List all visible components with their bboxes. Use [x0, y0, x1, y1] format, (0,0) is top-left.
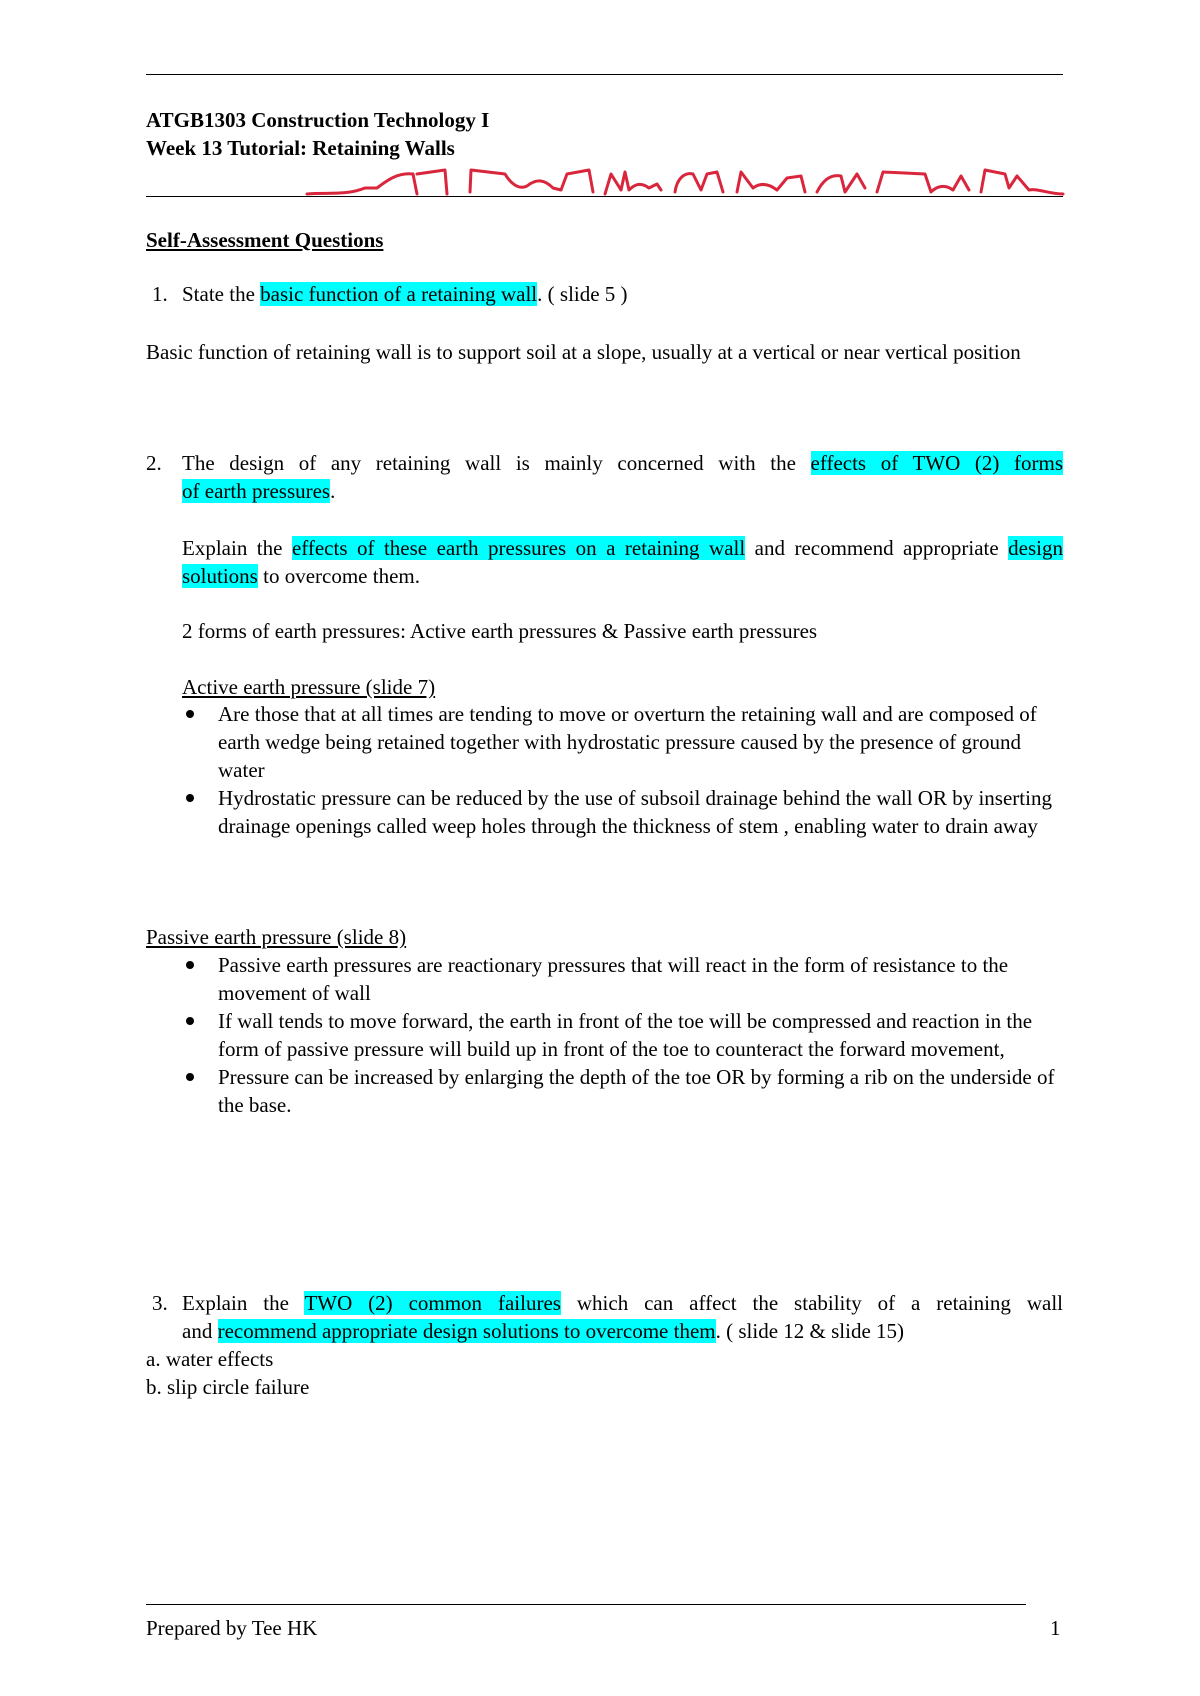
- page-number: 1: [1050, 1616, 1061, 1640]
- answer-3b: b. slip circle failure: [146, 1375, 310, 1399]
- question-2-line-2: of earth pressures.: [182, 479, 336, 503]
- question-3-highlight-2: recommend appropriate design solutions to overcome them: [217, 1319, 716, 1343]
- question-3-highlight-1: TWO (2) common failures: [304, 1291, 561, 1315]
- question-2-explain-highlight-1: effects of these earth pressures on a retaining wall: [291, 536, 746, 560]
- skyline-logo: [305, 164, 1065, 200]
- question-1-slide: . ( slide 5 ): [537, 282, 628, 306]
- footer-rule: [146, 1604, 1026, 1605]
- passive-pressure-list: [182, 951, 1062, 1119]
- question-2-explain-highlight-2: design solutions: [182, 536, 1063, 588]
- answer-3a: a. water effects: [146, 1347, 274, 1371]
- list-item: Passive earth pressures are reactionary pressures that will react in the form of resistance to the movement of wall: [182, 951, 1062, 1007]
- question-3-line-2: and recommend appropriate design solutions to overcome them. ( slide 12 & slide 15): [182, 1319, 905, 1343]
- list-item: Hydrostatic pressure can be reduced by the use of subsoil drainage behind the wall OR by inserting drainage openings called weep holes through the thickness of stem , enabling water to drain away: [182, 784, 1062, 840]
- passive-pressure-heading: Passive earth pressure (slide 8): [146, 925, 407, 949]
- active-pressure-heading: Active earth pressure (slide 7): [182, 675, 436, 699]
- earth-pressure-forms: 2 forms of earth pressures: Active earth pressures & Passive earth pressures: [182, 619, 818, 643]
- list-item: Are those that at all times are tending to move or overturn the retaining wall and are composed of earth wedge being retained together with hydrostatic pressure caused by the presence of ground water: [182, 700, 1062, 784]
- question-1-highlight: basic function of a retaining wall: [260, 282, 538, 306]
- question-2: [146, 449, 1063, 505]
- question-3-line-1: Explain the TWO (2) common failures which can affect the stability of a retaining wall: [182, 1291, 1064, 1315]
- header-bottom-rule: [146, 196, 1063, 197]
- week-title: Week 13 Tutorial: Retaining Walls: [146, 136, 455, 160]
- question-3-number: 3.: [152, 1291, 168, 1315]
- prepared-by: Prepared by Tee HK: [146, 1616, 318, 1640]
- question-2-number: 2.: [146, 451, 162, 475]
- question-2-line-1: The design of any retaining wall is mainly concerned with the effects of TWO (2) forms: [182, 451, 1064, 475]
- active-pressure-list: [182, 700, 1062, 840]
- list-item: If wall tends to move forward, the earth in front of the toe will be compressed and reaction in the form of passive pressure will build up in front of the toe to counteract the forward movement,: [182, 1007, 1062, 1063]
- section-title: Self-Assessment Questions: [146, 228, 384, 252]
- question-1-text: State the: [182, 282, 261, 306]
- answer-1: Basic function of retaining wall is to support soil at a slope, usually at a vertical or near vertical position: [146, 340, 1021, 364]
- question-3: [146, 1289, 1063, 1345]
- header-top-rule: [146, 74, 1063, 75]
- question-2-explain: Explain the effects of these earth pressures on a retaining wall and recommend appropriate design solutions to overcome them.: [182, 536, 1063, 588]
- course-title: ATGB1303 Construction Technology I: [146, 108, 490, 132]
- question-1-number: 1.: [152, 282, 168, 306]
- list-item: Pressure can be increased by enlarging the depth of the toe OR by forming a rib on the underside of the base.: [182, 1063, 1062, 1119]
